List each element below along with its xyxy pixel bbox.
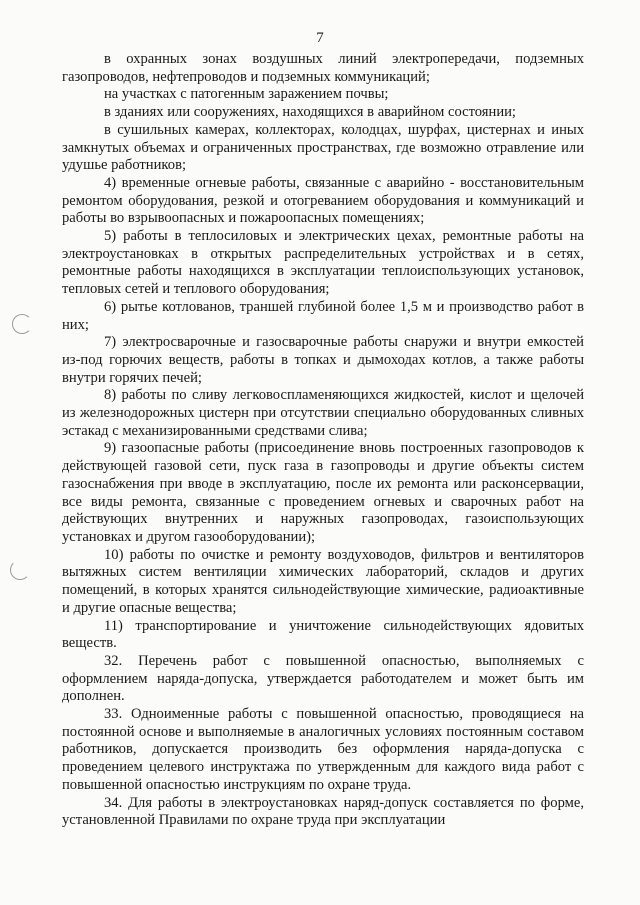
page-number: 7 — [316, 30, 324, 46]
paragraph: 32. Перечень работ с повышенной опасностью, выполняемых с оформлением наряда-допуска, утверждается работодателем и может быть им дополнен. — [62, 652, 584, 705]
paragraph: на участках с патогенным заражением почвы; — [104, 86, 389, 103]
paragraph: в охранных зонах воздушных линий электропередачи, подземных газопроводов, нефтепроводов и подземных коммуникаций; — [62, 51, 584, 85]
paragraph: 9) газоопасные работы (присоединение вновь построенных газопроводов к действующей газовой сети, пуск газа в газопроводы и другие объекты систем газоснабжения при вводе в эксплуатацию, после их ремонта или расконсервации, все виды ремонта, связанные с проведением огневых и сварочных работ на действующих внутренних и наружных газопроводах, газоиспользующих установках и другом газооборудовании); — [62, 440, 584, 545]
paragraph: 5) работы в теплосиловых и электрических цехах, ремонтные работы на электроустановках в открытых распределительных устройствах и в сетях, ремонтные работы находящихся в эксплуатации теплоиспользующих установок, тепловых сетей и теплового оборудования; — [62, 228, 584, 298]
paragraph: в сушильных камерах, коллекторах, колодцах, шурфах, цистернах и иных замкнутых объемах и ограниченных пространствах, где возможно отравление или удушье работников; — [62, 121, 584, 174]
paragraph: 10) работы по очистке и ремонту воздуховодов, фильтров и вентиляторов вытяжных систем вентиляции химических лабораторий, складов и других помещений, в которых хранятся сильнодействующие химические, радиоактивные и другие опасные вещества; — [62, 546, 584, 616]
paragraph: в зданиях или сооружениях, находящихся в аварийном состоянии; — [104, 104, 516, 121]
paragraph: 11) транспортирование и уничтожение сильнодействующих ядовитых веществ. — [62, 617, 584, 652]
paragraph: 4) временные огневые работы, связанные с аварийно - восстановительным ремонтом оборудования, резкой и отогреванием оборудования и коммуникаций и работы во взрывоопасных и пожароопасных помещениях; — [62, 174, 584, 227]
paragraph: 6) рытье котлованов, траншей глубиной более 1,5 м и производство работ в них; — [62, 298, 584, 333]
punch-hole-mark — [10, 560, 30, 580]
punch-hole-mark — [12, 314, 32, 334]
paragraph: 33. Одноименные работы с повышенной опасностью, проводящиеся на постоянной основе и выполняемые в аналогичных условиях постоянным составом работников, допускается производить без оформления наряда-допуска с проведением целевого инструктажа по утвержденным для каждого вида работ с повышенной опасностью инструкциям по охране труда. — [62, 706, 584, 793]
paragraph: 34. Для работы в электроустановках наряд-допуск составляется по форме, установленной Правилами по охране труда при эксплуатации — [62, 794, 584, 829]
document-body — [62, 51, 584, 830]
paragraph: 7) электросварочные и газосварочные работы снаружи и внутри емкостей из-под горючих веществ, работы в топках и дымоходах котлов, а также работы внутри горячих печей; — [62, 334, 584, 386]
paragraph: 8) работы по сливу легковоспламеняющихся жидкостей, кислот и щелочей из железнодорожных цистерн при отсутствии специально оборудованных сливных эстакад с механизированными средствами слива; — [62, 387, 584, 439]
